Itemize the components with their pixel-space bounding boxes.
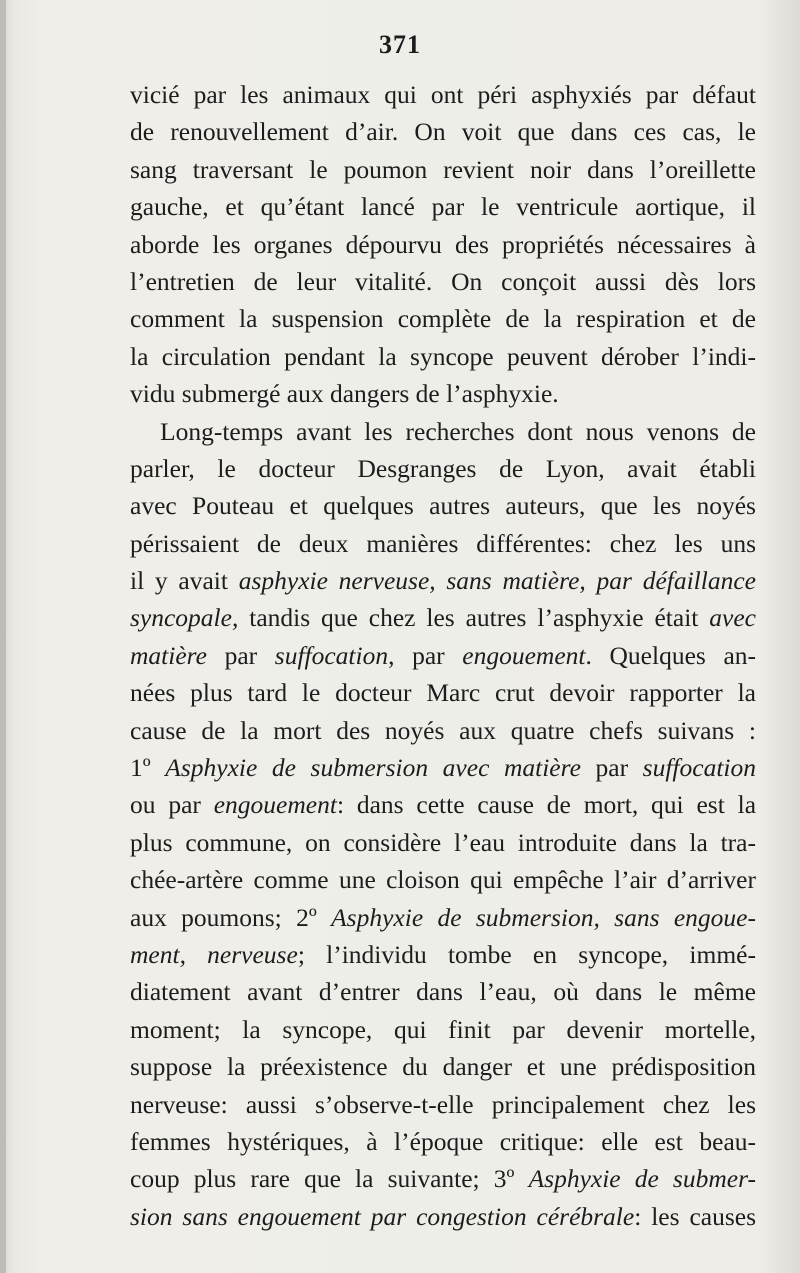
text-line <box>130 263 756 300</box>
text-line <box>130 487 756 524</box>
text-line <box>130 712 756 749</box>
text-line <box>130 936 756 973</box>
text-segment: tandis que chez les autres l’asphyxie était <box>238 603 710 633</box>
text-line <box>130 749 756 786</box>
italic-text: Asphyxie de submer- <box>528 1164 756 1194</box>
text-segment: l’entretien de leur vitalité. On conçoit aussi dès lors <box>130 266 756 296</box>
italic-text: engouement <box>213 790 337 820</box>
text-line <box>130 674 756 711</box>
text-segment: parler, le docteur Desgranges de Lyon, avait établi <box>130 453 756 483</box>
text-line <box>130 525 756 562</box>
text-segment: nerveuse: aussi s’observe-t-elle principalement chez les <box>130 1089 756 1119</box>
text-segment: vicié par les animaux qui ont péri asphyxiés par défaut <box>130 80 756 109</box>
text-line <box>130 375 756 412</box>
italic-text: Asphyxie de submersion, sans engoue- <box>331 902 756 932</box>
text-line <box>130 151 756 188</box>
body-text <box>130 76 756 1235</box>
text-segment: ; l’individu tombe en syncope, immé- <box>297 939 756 969</box>
italic-text: syncopale, <box>130 603 239 633</box>
text-segment: femmes hystériques, à l’époque critique: elle est beau- <box>130 1126 756 1156</box>
text-segment: périssaient de deux manières différentes: chez les uns <box>130 528 756 558</box>
text-segment: ou par <box>130 790 214 820</box>
text-line <box>130 450 756 487</box>
text-segment: la circulation pendant la syncope peuvent dérober l’indi- <box>130 341 756 371</box>
text-line <box>130 562 756 599</box>
italic-text: engouement <box>462 640 586 670</box>
text-segment: : les causes <box>634 1201 756 1231</box>
text-line <box>130 637 756 674</box>
text-segment: nées plus tard le docteur Marc crut devoir rapporter la <box>130 678 756 708</box>
page-number: 371 <box>379 30 421 59</box>
text-segment: avec Pouteau et quelques autres auteurs, que les noyés <box>130 491 756 521</box>
text-line <box>130 300 756 337</box>
text-segment: par <box>580 753 643 783</box>
text-line <box>130 861 756 898</box>
italic-text: ment, nerveuse <box>130 939 298 969</box>
text-segment: plus commune, on considère l’eau introduite dans la tra- <box>130 827 756 857</box>
text-segment: moment; la syncope, qui finit par devenir mortelle, <box>130 1014 756 1044</box>
page-gutter-shadow <box>0 0 6 1273</box>
text-line <box>130 188 756 225</box>
italic-text: suffocation <box>642 753 756 783</box>
text-line <box>130 1198 756 1235</box>
italic-text: asphyxie nerveuse, sans matière, par défaillance <box>238 566 756 596</box>
text-line <box>130 1011 756 1048</box>
text-segment: aborde les organes dépourvu des propriétés nécessaires à <box>130 229 756 259</box>
text-segment: , par <box>388 640 463 670</box>
text-line <box>130 599 756 636</box>
italic-text: suffocation <box>274 640 389 670</box>
text-segment: : dans cette cause de mort, qui est la <box>336 790 757 820</box>
text-line <box>130 824 756 861</box>
text-segment: gauche, et qu’étant lancé par le ventricule aortique, il <box>130 192 756 222</box>
text-segment: coup plus rare que la suivante; 3º <box>130 1164 529 1194</box>
text-segment: cause de la mort des noyés aux quatre chefs suivans : <box>130 715 756 745</box>
text-segment: chée-artère comme une cloison qui empêche l’air d’arriver <box>130 865 756 895</box>
text-line <box>130 1048 756 1085</box>
text-segment: suppose la préexistence du danger et une prédisposition <box>130 1052 756 1082</box>
text-line <box>130 786 756 823</box>
text-segment: aux poumons; 2º <box>130 902 332 932</box>
italic-text: matière <box>130 640 207 670</box>
text-segment: 1º <box>130 753 166 783</box>
text-segment: diatement avant d’entrer dans l’eau, où dans le même <box>130 977 756 1007</box>
text-segment: sang traversant le poumon revient noir dans l’oreillette <box>130 154 756 184</box>
text-line <box>130 76 756 113</box>
text-segment: vidu submergé aux dangers de l’asphyxie. <box>130 379 559 409</box>
text-line <box>130 1086 756 1123</box>
text-segment: . Quelques an- <box>585 640 757 670</box>
text-segment: il y avait <box>130 566 239 596</box>
text-line <box>130 413 756 450</box>
text-line <box>130 899 756 936</box>
italic-text: avec <box>709 603 756 633</box>
text-line <box>130 338 756 375</box>
italic-text: sion sans engouement par congestion cérébrale <box>130 1201 635 1231</box>
text-segment: Long-temps avant les recherches dont nous venons de <box>160 416 756 446</box>
text-segment: de renouvellement d’air. On voit que dans ces cas, le <box>130 117 756 147</box>
text-segment: par <box>206 640 275 670</box>
text-line <box>130 226 756 263</box>
text-line <box>130 1160 756 1197</box>
text-line <box>130 113 756 150</box>
text-segment: comment la suspension complète de la respiration et de <box>130 304 756 334</box>
italic-text: Asphyxie de submersion avec matière <box>165 753 581 783</box>
text-line <box>130 1123 756 1160</box>
text-line <box>130 973 756 1010</box>
